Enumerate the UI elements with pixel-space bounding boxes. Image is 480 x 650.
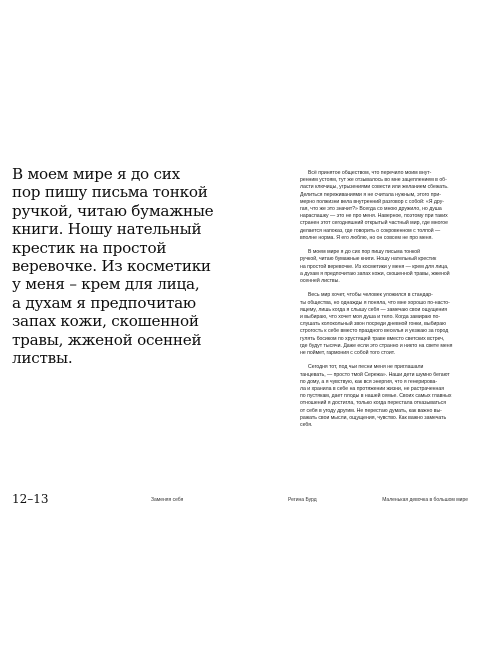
- body-line: не поймет, гармония с собой того стоит.: [300, 350, 395, 357]
- pull-quote-line: крестик на простой: [12, 238, 167, 257]
- right-page: [240, 0, 480, 650]
- pull-quote-line: пор пишу письма тонкой: [12, 183, 208, 202]
- body-line: ла и хранила в себе на протяжении жизни, не растраченная: [300, 386, 445, 393]
- body-line: осенней листвы.: [300, 278, 340, 285]
- pull-quote-line: веревочке. Из косметики: [12, 257, 211, 276]
- pull-quote-line: листвы.: [12, 349, 73, 368]
- body-line: ражать свои мысли, ощущения, чувство. Как важно замечать: [300, 414, 447, 421]
- paragraph: [300, 249, 464, 285]
- pull-quote-line: травы, жженой осенней: [12, 330, 202, 349]
- pull-quote: [12, 165, 222, 367]
- body-line: гулять босиком по хрустящей траве вместо светских встреч,: [300, 335, 445, 342]
- body-line: и выбираю, что хочет моя душа и тело. Когда замираю по-: [300, 314, 441, 321]
- body-line: вполне норма. Я его люблю, но он совсем не про меня.: [300, 234, 433, 241]
- pull-quote-line: В моем мире я до сих: [12, 165, 180, 183]
- pull-quote-line: а духам я предпочитаю: [12, 293, 196, 312]
- body-line: делается напоказ, где говорить о сокровенном с толпой —: [300, 227, 441, 234]
- body-line: Всё принятое обществом, что перечило моим внут-: [308, 170, 432, 176]
- body-line: слушать колокольный звон посреди дневной гонки, выбираю: [300, 321, 446, 328]
- pull-quote-line: запах кожи, скошенной: [12, 312, 199, 331]
- running-head-right: Маленькая девочка в большом мире: [382, 497, 468, 503]
- body-line: ренним устоям, тут же отзывалось во мне зацеплением в об-: [300, 177, 447, 184]
- body-line: Делиться переживаниями я не считала нужным, этого при-: [300, 191, 441, 198]
- paragraph: [300, 170, 464, 242]
- body-line: ящему, лишь когда я слышу себя — замечаю свои ощущения: [300, 306, 448, 313]
- body-line: от себя в угоду другим. Не перестаю думать, как важно вы-: [300, 407, 442, 414]
- body-line: себя.: [300, 422, 313, 429]
- body-line: по дому, а я чувствую, как вся энергия, что я генерирова-: [300, 378, 438, 385]
- body-line: а духам я предпочитаю запах кожи, скошенной травы, жженой: [300, 270, 450, 277]
- body-line: ласти ключицы, угрызениями совести или желанием сбежать.: [300, 184, 449, 191]
- body-line: танцевать, — просто тмой Сережа». Наши дети шумно бегают: [300, 371, 450, 378]
- body-line: на простой веревочке. Из косметики у меня — крем для лица,: [300, 263, 449, 270]
- body-line: Весь мир хочет, чтобы человек уложился в стандар-: [308, 292, 433, 299]
- body-text: [300, 170, 464, 436]
- page-number: 12–13: [12, 492, 49, 506]
- body-line: ты общества, но однажды я поняла, что мне хорошо по-насто-: [300, 299, 450, 306]
- paragraph: [300, 292, 464, 357]
- body-line: странен этот сегодняшний открытый частный мир, где многое: [300, 220, 448, 227]
- body-line: мерно полжизни вела внутренний разговор с собой: «Я дру-: [300, 198, 444, 205]
- body-line: Сегодня тот, под чьи песни меня не приглашали: [308, 364, 424, 371]
- running-head-author: Регина Бурд: [288, 497, 317, 503]
- body-line: где будут тысячи. Даже если это странно и никто на свете меня: [300, 342, 453, 349]
- body-line: В моем мире я до сих пор пишу письма тонкой: [308, 249, 421, 256]
- body-line: нараспашку — это не про меня. Наверное, поэтому при таких: [300, 213, 448, 220]
- body-line: строгость к себе вместо праздного веселья и уезжаю за город: [300, 328, 449, 335]
- pull-quote-line: книги. Ношу нательный: [12, 220, 202, 239]
- pull-quote-line: ручкой, читаю бумажные: [12, 201, 214, 220]
- body-line: гая, что же это значит?» Всегда со мною дружило, но душа: [300, 206, 442, 213]
- pull-quote-line: у меня – крем для лица,: [12, 275, 200, 294]
- body-line: отношений я достигла, только когда перестала отказываться: [300, 400, 447, 407]
- running-head-left: Заменяя себя: [151, 497, 184, 503]
- body-line: ручкой, читаю бумажные книги. Ношу нательный крестик: [300, 256, 437, 263]
- body-line: по пустякам, дает плоды в нашей семье. Своих самых главных: [300, 393, 452, 400]
- paragraph: [300, 364, 464, 429]
